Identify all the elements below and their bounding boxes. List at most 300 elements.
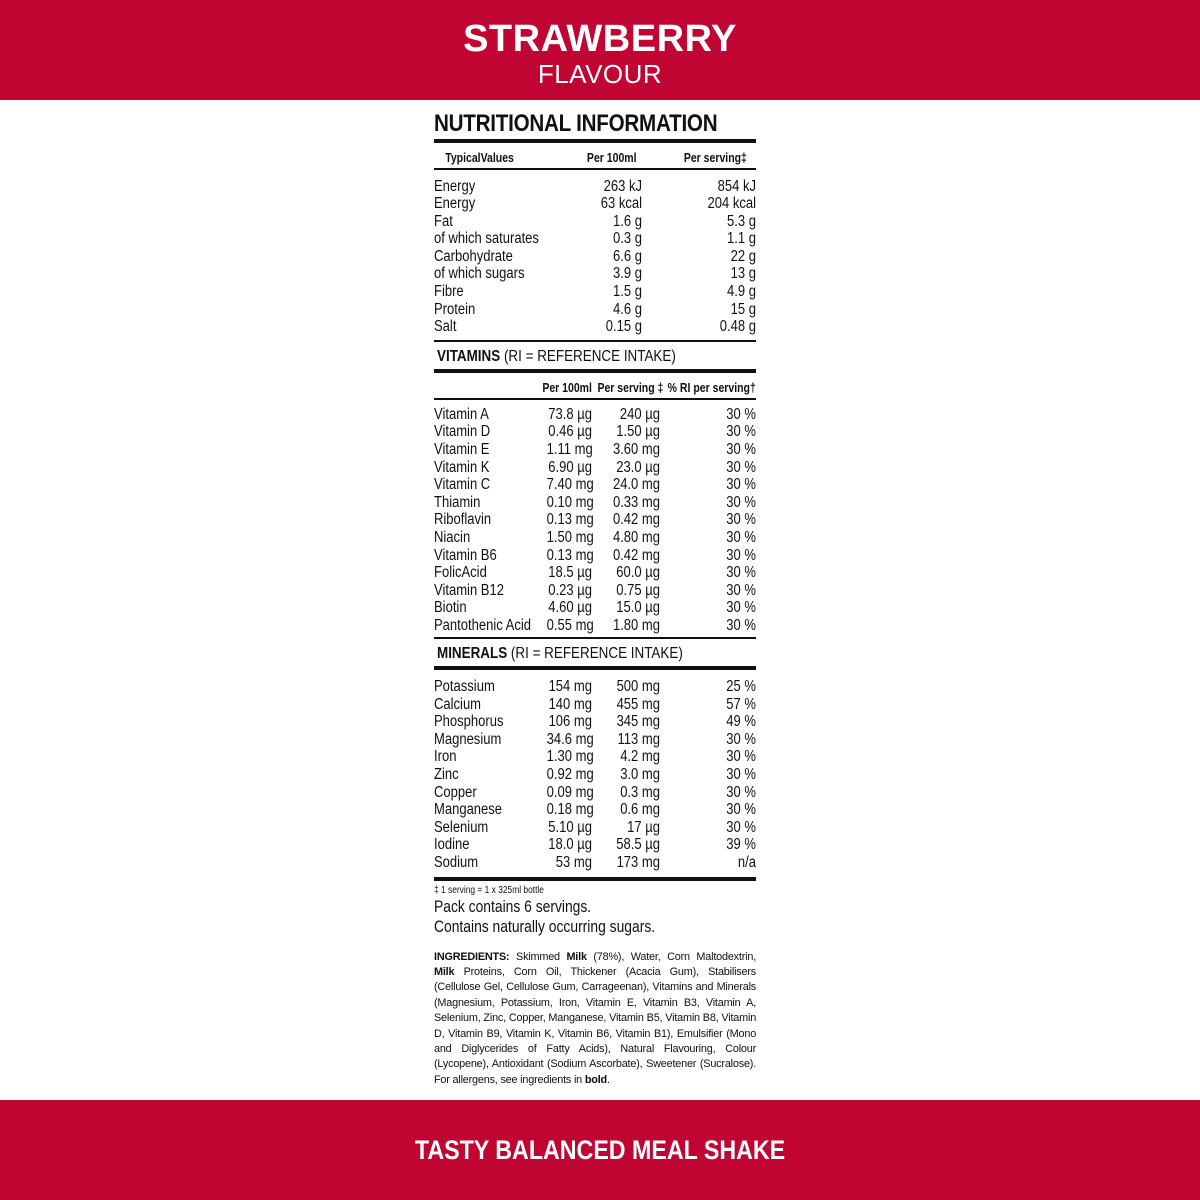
cell-text: Fat [434, 212, 453, 230]
ingredients-text: INGREDIENTS: Skimmed Milk (78%), Water, Corn Maltodextrin, Milk Proteins, Corn Oil, Thickener (Acacia Gum), Stabilisers (Cellulose Gel, Cellulose Gum, Carrageenan), Vitamins and Minerals (Magnesium, Potassium, Iron, Vitamin E, Vitamin B3, Vitamin A, Selenium, Zinc, Copper, Manganese, Vitamin B5, Vitamin B8, Vitamin D, Vitamin B9, Vitamin K, Vitamin B6, Vitamin B1), Emulsifier (Mono and Diglycerides of Fatty Acids), Natural Flavouring, Colour (Lycopene), Antioxidant (Sodium Ascorbate), Sweetener (Sucralose). For allergens, see ingredients in bold. [434, 950, 757, 1086]
cell-serving [592, 801, 660, 819]
cell-text: 0.33 mg [612, 493, 660, 511]
cell-per100 [538, 784, 592, 802]
cell-text: 240 µg [619, 405, 660, 423]
vitamins-table [434, 406, 756, 635]
cell-serving [642, 301, 756, 319]
cell-text: 1.5 g [613, 283, 642, 301]
cell-per100 [538, 476, 592, 494]
cell-text: 17 µg [627, 818, 660, 836]
cell-serving [592, 784, 660, 802]
cell-name [434, 511, 538, 529]
nutrition-header-serving: Per serving‡ [683, 151, 747, 165]
cell-serving [592, 406, 660, 424]
cell-text: Zinc [434, 766, 459, 784]
cell-text: Magnesium [434, 730, 502, 748]
cell-text: 1.30 mg [546, 748, 594, 766]
cell-per100 [538, 511, 592, 529]
cell-serving [592, 836, 660, 854]
cell-text: 30 % [726, 730, 756, 748]
cell-text: Thiamin [434, 493, 481, 511]
cell-text: 30 % [726, 405, 756, 423]
cell-text: 30 % [726, 458, 756, 476]
cell-text: 30 % [726, 441, 756, 459]
cell-serving [592, 511, 660, 529]
vitamins-header-per100: Per 100ml [542, 381, 592, 396]
cell-ri [660, 406, 756, 424]
cell-ri [660, 784, 756, 802]
cell-ri [660, 713, 756, 731]
cell-text: 0.10 mg [546, 493, 594, 511]
cell-ri [660, 801, 756, 819]
nutrition-panel [434, 110, 756, 1088]
cell-serving [642, 248, 756, 266]
cell-serving [592, 564, 660, 582]
cell-text: 0.46 µg [548, 423, 592, 441]
vitamins-header-row [434, 373, 756, 398]
cell-name [434, 441, 538, 459]
cell-text: 0.09 mg [546, 783, 594, 801]
cell-text: of which saturates [434, 230, 539, 248]
cell-text: 63 kcal [600, 195, 642, 213]
cell-text: 53 mg [555, 854, 592, 871]
cell-serving [592, 423, 660, 441]
cell-text: 0.3 mg [620, 783, 660, 801]
cell-text: 34.6 mg [546, 730, 594, 748]
cell-text: 30 % [726, 783, 756, 801]
cell-ri [660, 748, 756, 766]
cell-text: 57 % [726, 695, 756, 713]
cell-ri [660, 529, 756, 547]
cell-text: Biotin [434, 599, 467, 617]
cell-ri [660, 766, 756, 784]
cell-text: 0.13 mg [546, 546, 594, 564]
cell-text: Energy [434, 177, 476, 195]
cell-text: 1.80 mg [612, 616, 660, 634]
nutrition-table [434, 178, 756, 336]
cell-ri [660, 476, 756, 494]
minerals-title-rest: (RI = REFERENCE INTAKE) [507, 645, 683, 663]
cell-name [434, 731, 538, 749]
cell-serving [592, 494, 660, 512]
cell-serving [642, 213, 756, 231]
cell-text: 60.0 µg [616, 564, 660, 582]
cell-ri [660, 511, 756, 529]
cell-name [434, 529, 538, 547]
cell-text: 1.50 µg [616, 423, 660, 441]
cell-text: 0.55 mg [546, 616, 594, 634]
cell-text: 30 % [726, 801, 756, 819]
cell-serving [642, 178, 756, 196]
cell-name [434, 318, 574, 336]
cell-per100 [574, 248, 642, 266]
cell-serving [642, 265, 756, 283]
cell-text: Vitamin C [434, 476, 491, 494]
cell-text: Calcium [434, 695, 482, 713]
cell-serving [592, 713, 660, 731]
cell-name [434, 766, 538, 784]
cell-name [434, 178, 574, 196]
cell-text: Phosphorus [434, 713, 504, 731]
table-row [434, 582, 756, 600]
cell-per100 [574, 195, 642, 213]
cell-per100 [538, 819, 592, 837]
cell-text: 0.75 µg [616, 581, 660, 599]
cell-name [434, 423, 538, 441]
table-row [434, 265, 756, 283]
cell-per100 [574, 283, 642, 301]
cell-name [434, 195, 574, 213]
cell-per100 [574, 178, 642, 196]
cell-ri [660, 836, 756, 854]
cell-per100 [538, 766, 592, 784]
cell-text: Vitamin D [434, 423, 491, 441]
table-row [434, 766, 756, 784]
cell-per100 [538, 441, 592, 459]
top-banner [0, 0, 1200, 100]
cell-name [434, 854, 538, 872]
cell-text: Vitamin A [434, 405, 489, 423]
cell-text: Carbohydrate [434, 247, 513, 265]
cell-text: Pantothenic Acid [434, 616, 532, 634]
cell-text: Vitamin E [434, 441, 490, 459]
vitamins-title-bold: VITAMINS [437, 348, 501, 366]
cell-text: Potassium [434, 678, 495, 696]
table-row [434, 248, 756, 266]
cell-per100 [538, 582, 592, 600]
cell-name [434, 301, 574, 319]
cell-text: 30 % [726, 511, 756, 529]
cell-text: 0.15 g [605, 318, 642, 336]
cell-ri [660, 459, 756, 477]
cell-serving [592, 696, 660, 714]
cell-text: Iodine [434, 836, 470, 854]
cell-per100 [574, 230, 642, 248]
cell-text: Sodium [434, 854, 479, 871]
cell-serving [592, 459, 660, 477]
table-row [434, 441, 756, 459]
cell-text: 0.3 g [613, 230, 642, 248]
cell-per100 [538, 617, 592, 635]
vitamins-header-serving: Per serving ‡ [597, 381, 664, 396]
cell-name [434, 819, 538, 837]
table-row [434, 301, 756, 319]
cell-per100 [538, 801, 592, 819]
cell-ri [660, 582, 756, 600]
cell-per100 [538, 494, 592, 512]
vitamins-title [434, 346, 756, 368]
cell-per100 [538, 678, 592, 696]
cell-serving [592, 547, 660, 565]
table-row [434, 819, 756, 837]
cell-name [434, 547, 538, 565]
table-row [434, 318, 756, 336]
table-row [434, 599, 756, 617]
cell-text: Vitamin B12 [434, 581, 504, 599]
cell-text: Copper [434, 783, 477, 801]
cell-per100 [538, 564, 592, 582]
table-row [434, 784, 756, 802]
cell-text: Protein [434, 300, 476, 318]
cell-text: 30 % [726, 766, 756, 784]
cell-name [434, 476, 538, 494]
cell-serving [592, 617, 660, 635]
cell-text: 24.0 mg [612, 476, 660, 494]
cell-text: 30 % [726, 748, 756, 766]
cell-name [434, 459, 538, 477]
cell-serving [592, 582, 660, 600]
cell-text: 173 mg [616, 854, 660, 871]
cell-text: 4.6 g [613, 300, 642, 318]
cell-text: 0.13 mg [546, 511, 594, 529]
cell-name [434, 283, 574, 301]
cell-serving [592, 748, 660, 766]
cell-ri [660, 854, 756, 872]
table-row [434, 406, 756, 424]
cell-per100 [538, 854, 592, 872]
vitamins-title-rest: (RI = REFERENCE INTAKE) [500, 348, 676, 366]
flavour-name: STRAWBERRY [463, 18, 737, 60]
cell-per100 [538, 547, 592, 565]
cell-text: Niacin [434, 529, 471, 546]
cell-text: 30 % [726, 616, 756, 634]
table-row [434, 748, 756, 766]
cell-name [434, 582, 538, 600]
cell-text: 15 g [730, 300, 756, 318]
cell-text: 3.9 g [613, 265, 642, 283]
nutrition-header-per100: Per 100ml [586, 151, 637, 165]
cell-serving [592, 766, 660, 784]
cell-text: n/a [737, 854, 756, 871]
cell-text: 345 mg [616, 713, 660, 731]
cell-text: 18.5 µg [548, 564, 592, 582]
cell-text: 854 kJ [717, 177, 756, 195]
cell-name [434, 678, 538, 696]
vitamins-end-rule [434, 637, 756, 640]
ingredients-label: INGREDIENTS: [434, 950, 510, 963]
minerals-title [434, 643, 756, 665]
cell-text: 3.0 mg [620, 766, 660, 784]
cell-text: 113 mg [617, 730, 660, 748]
cell-text: Energy [434, 195, 476, 213]
bottom-banner [0, 1100, 1200, 1200]
cell-serving [592, 819, 660, 837]
table-row [434, 476, 756, 494]
cell-per100 [538, 423, 592, 441]
cell-ri [660, 599, 756, 617]
cell-text: 5.3 g [727, 212, 756, 230]
cell-text: 3.60 mg [612, 441, 660, 459]
cell-name [434, 230, 574, 248]
cell-text: 30 % [726, 564, 756, 582]
cell-ri [660, 441, 756, 459]
cell-text: Riboflavin [434, 511, 492, 529]
table-row [434, 801, 756, 819]
cell-text: 500 mg [616, 678, 660, 696]
cell-name [434, 784, 538, 802]
cell-per100 [538, 529, 592, 547]
table-row [434, 459, 756, 477]
cell-name [434, 696, 538, 714]
cell-ri [660, 731, 756, 749]
table-row [434, 678, 756, 696]
cell-serving [642, 283, 756, 301]
cell-text: 25 % [726, 678, 756, 696]
cell-serving [592, 731, 660, 749]
cell-ri [660, 494, 756, 512]
cell-per100 [538, 713, 592, 731]
cell-text: Salt [434, 318, 457, 336]
table-row [434, 195, 756, 213]
serving-footnote: ‡ 1 serving = 1 x 325ml bottle [434, 884, 544, 896]
cell-name [434, 801, 538, 819]
cell-name [434, 213, 574, 231]
cell-per100 [538, 696, 592, 714]
cell-text: 0.18 mg [546, 801, 594, 819]
cell-per100 [538, 836, 592, 854]
cell-text: 140 mg [548, 695, 592, 713]
cell-text: 30 % [726, 818, 756, 836]
minerals-table [434, 678, 756, 872]
table-row [434, 854, 756, 872]
cell-serving [592, 599, 660, 617]
cell-text: 23.0 µg [616, 458, 660, 476]
cell-text: 1.6 g [613, 212, 642, 230]
cell-text: 0.42 mg [612, 546, 660, 564]
table-row [434, 511, 756, 529]
cell-ri [660, 547, 756, 565]
table-row [434, 529, 756, 547]
cell-per100 [538, 731, 592, 749]
table-row [434, 696, 756, 714]
nutrition-header-row [434, 143, 756, 168]
cell-text: 30 % [726, 423, 756, 441]
table-row [434, 213, 756, 231]
cell-serving [592, 854, 660, 872]
cell-text: 4.60 µg [548, 599, 592, 617]
cell-text: 30 % [726, 476, 756, 494]
cell-name [434, 748, 538, 766]
vitamins-header-ri: % RI per serving† [667, 381, 756, 396]
cell-text: 106 mg [548, 713, 592, 731]
tagline: TASTY BALANCED MEAL SHAKE [414, 1135, 786, 1165]
cell-serving [592, 441, 660, 459]
cell-text: 30 % [726, 581, 756, 599]
cell-text: Manganese [434, 801, 503, 819]
cell-serving [642, 318, 756, 336]
cell-text: 30 % [726, 493, 756, 511]
cell-name [434, 564, 538, 582]
cell-text: 49 % [726, 713, 756, 731]
table-row [434, 547, 756, 565]
table-row [434, 283, 756, 301]
cell-text: 30 % [726, 529, 756, 546]
cell-per100 [538, 599, 592, 617]
cell-text: 73.8 µg [548, 405, 592, 423]
cell-per100 [574, 213, 642, 231]
cell-ri [660, 819, 756, 837]
cell-text: of which sugars [434, 265, 525, 283]
cell-serving [592, 678, 660, 696]
table-row [434, 713, 756, 731]
table-row [434, 617, 756, 635]
cell-text: 18.0 µg [548, 836, 592, 854]
table-row [434, 494, 756, 512]
cell-serving [592, 476, 660, 494]
cell-name [434, 406, 538, 424]
nutrition-end-rule [434, 340, 756, 343]
cell-ri [660, 617, 756, 635]
cell-ri [660, 696, 756, 714]
cell-text: 30 % [726, 546, 756, 564]
table-row [434, 178, 756, 196]
cell-name [434, 836, 538, 854]
cell-text: 0.23 µg [548, 581, 592, 599]
minerals-end-rule [434, 877, 756, 881]
cell-text: Fibre [434, 283, 464, 301]
cell-text: 0.6 mg [620, 801, 660, 819]
cell-text: 13 g [730, 265, 756, 283]
cell-text: 58.5 µg [616, 836, 660, 854]
cell-ri [660, 423, 756, 441]
cell-text: 5.10 µg [548, 818, 592, 836]
cell-text: Iron [434, 748, 457, 766]
cell-name [434, 713, 538, 731]
cell-per100 [538, 459, 592, 477]
nutrition-header-typical: TypicalValues [445, 151, 514, 165]
minerals-title-bold: MINERALS [437, 645, 508, 663]
cell-text: Vitamin K [434, 458, 490, 476]
cell-text: 1.1 g [727, 230, 756, 248]
table-row [434, 423, 756, 441]
cell-text: FolicAcid [434, 564, 487, 582]
cell-text: 0.92 mg [546, 766, 594, 784]
cell-text: 22 g [730, 247, 756, 265]
cell-text: 1.50 mg [546, 529, 594, 546]
cell-text: 6.6 g [613, 247, 642, 265]
cell-per100 [574, 265, 642, 283]
cell-text: 15.0 µg [616, 599, 660, 617]
cell-name [434, 617, 538, 635]
cell-text: 4.9 g [727, 283, 756, 301]
cell-name [434, 599, 538, 617]
sugars-note: Contains naturally occurring sugars. [434, 917, 656, 936]
table-row [434, 731, 756, 749]
cell-text: 1.11 mg [546, 441, 593, 459]
cell-text: Vitamin B6 [434, 546, 497, 564]
cell-text: 455 mg [616, 695, 660, 713]
cell-text: 6.90 µg [548, 458, 592, 476]
cell-name [434, 248, 574, 266]
cell-name [434, 265, 574, 283]
panel-title: NUTRITIONAL INFORMATION [434, 110, 718, 137]
table-row [434, 230, 756, 248]
cell-per100 [574, 301, 642, 319]
cell-text: 7.40 mg [546, 476, 594, 494]
cell-text: 30 % [726, 599, 756, 617]
cell-text: 4.2 mg [620, 748, 660, 766]
cell-text: Selenium [434, 818, 489, 836]
cell-text: 0.42 mg [612, 511, 660, 529]
cell-per100 [538, 748, 592, 766]
cell-text: 0.48 g [719, 318, 756, 336]
cell-name [434, 494, 538, 512]
table-row [434, 564, 756, 582]
pack-servings-note: Pack contains 6 servings. [434, 897, 592, 916]
cell-serving [592, 529, 660, 547]
cell-text: 204 kcal [707, 195, 756, 213]
table-row [434, 836, 756, 854]
